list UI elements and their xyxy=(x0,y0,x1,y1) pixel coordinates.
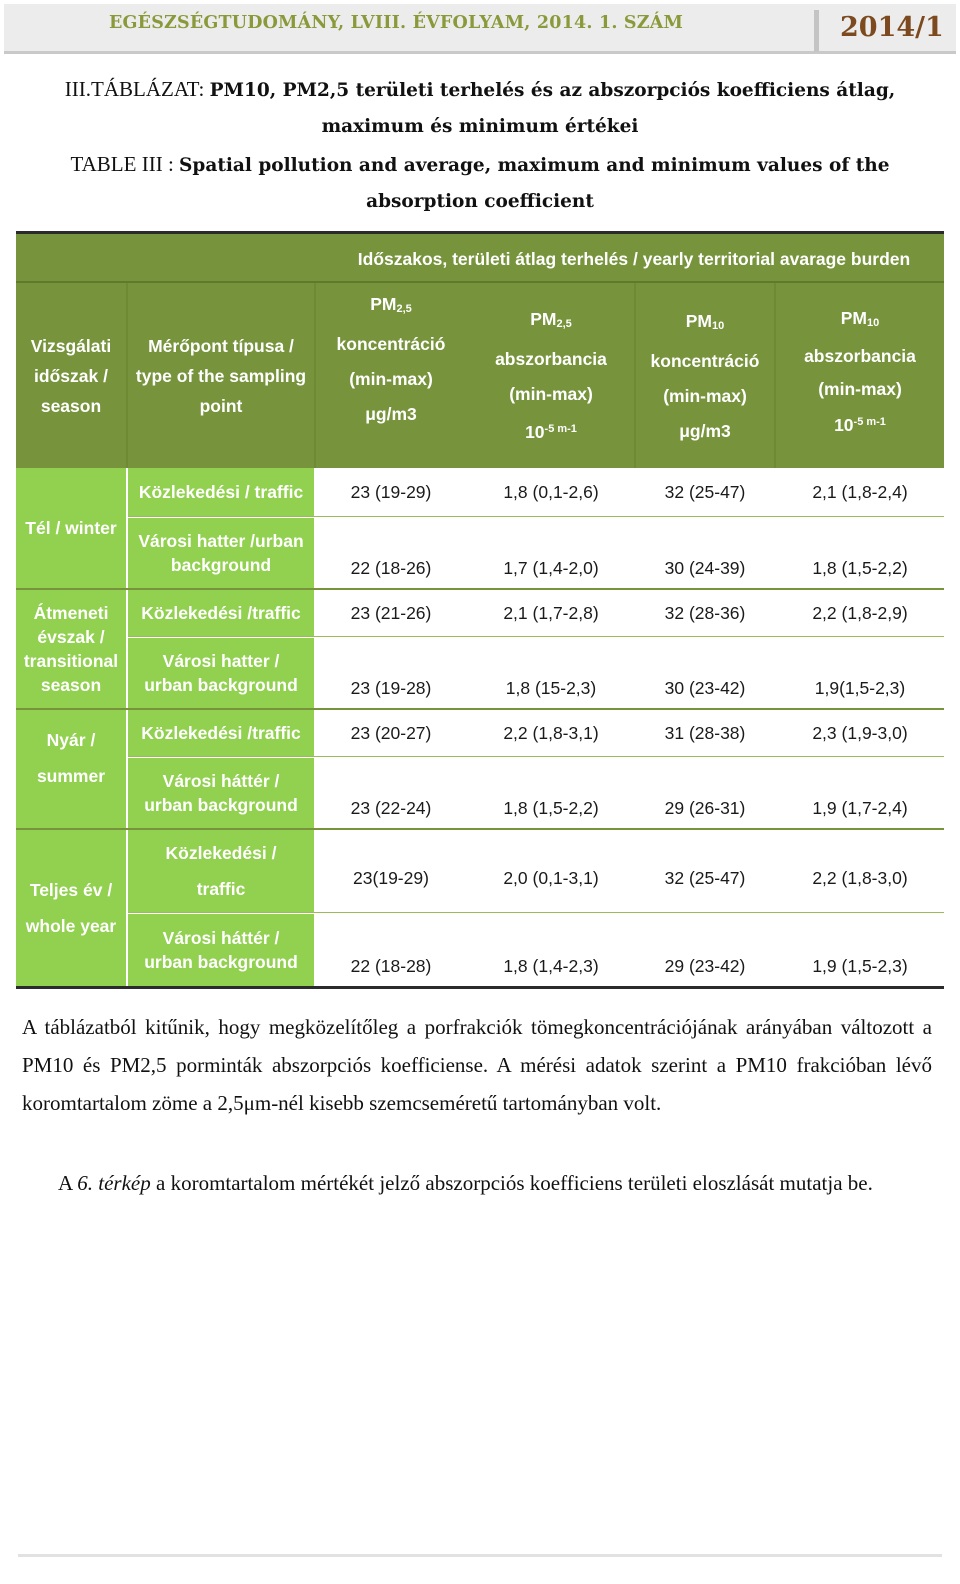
col-header-pm10-conc xyxy=(636,306,774,446)
footer-line xyxy=(18,1554,942,1557)
row-separator xyxy=(128,636,944,637)
row-separator xyxy=(128,756,944,757)
table-cell: 2,0 (0,1-3,1) xyxy=(468,830,634,912)
site-cell xyxy=(128,518,314,588)
p2-start: A xyxy=(58,1171,78,1195)
table-cell: 1,7 (1,4-2,0) xyxy=(468,518,634,588)
table-cell: 23 (22-24) xyxy=(316,758,466,828)
row-separator xyxy=(128,516,944,517)
table-cell: 23 (19-28) xyxy=(316,638,466,708)
pm10-conc-l1: koncentráció xyxy=(650,350,760,371)
table-cell: 23 (20-27) xyxy=(316,710,466,756)
pm25-abs-l2: (min-max) xyxy=(509,384,593,404)
site-label: Városi hatter / urban background xyxy=(144,651,298,695)
col-header-site-label: Mérőpont típusa / type of the sampling point xyxy=(135,336,307,416)
header-divider xyxy=(814,10,819,52)
pm25-abs-unit: 10 xyxy=(525,422,545,442)
pm25-conc-unit: μg/m3 xyxy=(365,403,417,424)
table-cell: 1,9 (1,7-2,4) xyxy=(776,758,944,828)
table-cell: 2,2 (1,8-2,9) xyxy=(776,590,944,636)
header-rule xyxy=(16,281,944,283)
journal-title: EGÉSZSÉGTUDOMÁNY, LVIII. ÉVFOLYAM, 2014. 1. SZÁM xyxy=(109,13,684,33)
table-caption-en xyxy=(20,147,940,219)
table-cell: 29 (23-42) xyxy=(636,914,774,986)
table-cell: 32 (28-36) xyxy=(636,590,774,636)
site-cell xyxy=(128,468,314,516)
pm10-abs-l2: (min-max) xyxy=(818,379,902,399)
col-header-pm10-abs xyxy=(776,308,944,435)
row-separator xyxy=(128,912,944,913)
site-cell xyxy=(128,914,314,986)
row-separator xyxy=(16,588,944,590)
site-label: Városi háttér / urban background xyxy=(144,928,298,972)
table-cell: 2,1 (1,7-2,8) xyxy=(468,590,634,636)
issue-number: 2014/1 xyxy=(840,12,944,43)
pm25-conc-l1: koncentráció xyxy=(336,333,446,354)
col-header-pm25-abs xyxy=(468,306,634,446)
caption-en-title: Spatial pollution and average, maximum and minimum values of the absorption coefficient xyxy=(179,155,890,212)
pm10-abs-unit-sup: -5 m-1 xyxy=(853,416,886,428)
header-separator xyxy=(314,281,316,468)
table-cell: 29 (26-31) xyxy=(636,758,774,828)
table-cell: 1,8 (1,4-2,3) xyxy=(468,914,634,986)
pm25-abs-unit-sup: -5 m-1 xyxy=(544,423,577,435)
table-cell: 23 (21-26) xyxy=(316,590,466,636)
p2-end: a koromtartalom mértékét jelző abszorpciós koefficiens területi eloszlását mutatja be. xyxy=(150,1171,873,1195)
site-label: Közlekedési /traffic xyxy=(141,603,301,623)
table-cell: 23(19-29) xyxy=(316,830,466,912)
table-cell: 23 (19-29) xyxy=(316,468,466,516)
table-cell: 1,8 (15-2,3) xyxy=(468,638,634,708)
header-separator xyxy=(634,281,636,468)
site-cell xyxy=(128,638,314,708)
season-cell xyxy=(16,468,126,588)
table-bottom-border xyxy=(16,986,944,989)
table-cell: 2,2 (1,8-3,0) xyxy=(776,830,944,912)
col-header-period-label: Vizsgálati időszak / season xyxy=(30,336,112,416)
site-label: Városi hatter /urban background xyxy=(138,531,304,575)
pm25-abs-sub: 2,5 xyxy=(556,318,572,330)
table-cell: 30 (23-42) xyxy=(636,638,774,708)
season-label: Átmeneti évszak / transitional season xyxy=(23,603,119,695)
caption-en-prefix: TABLE III : xyxy=(70,152,180,176)
row-separator xyxy=(16,828,944,830)
col-header-period xyxy=(16,321,126,431)
table-cell: 30 (24-39) xyxy=(636,518,774,588)
pm10-conc-sub: 10 xyxy=(712,319,725,332)
site-cell xyxy=(128,758,314,828)
pm10-abs-l1: abszorbancia xyxy=(804,346,916,366)
site-label: Közlekedési / traffic xyxy=(138,482,304,502)
table-cell: 2,1 (1,8-2,4) xyxy=(776,468,944,516)
page-header xyxy=(4,4,956,54)
pm10-conc-unit: μg/m3 xyxy=(679,420,731,441)
caption-hu-prefix: III.TÁBLÁZAT: xyxy=(64,77,210,101)
site-cell xyxy=(128,710,314,756)
data-table xyxy=(16,231,944,989)
table-cell: 2,2 (1,8-3,1) xyxy=(468,710,634,756)
table-cell: 22 (18-26) xyxy=(316,518,466,588)
site-cell xyxy=(128,590,314,636)
table-cell: 1,9 (1,5-2,3) xyxy=(776,914,944,986)
body-paragraph: A táblázatból kitűnik, hogy megközelítőleg a porfrakciók tömegkoncentrációjának arányában változott a PM10 és PM2,5 porminták abszorpciós koefficiense. A mérési adatok szerint a PM10 frakcióban lévő koromtartalom zöme a 2,5μm-nél kisebb szemcseméretű tartományban volt. xyxy=(22,1015,932,1115)
col-header-pm25-conc xyxy=(316,289,466,429)
pm25-conc-sub: 2,5 xyxy=(396,302,412,315)
map-reference: 6. térkép xyxy=(77,1171,151,1195)
pm10-abs-pm: PM xyxy=(840,308,867,328)
table-cell: 1,8 (1,5-2,2) xyxy=(776,518,944,588)
header-separator xyxy=(126,281,128,468)
pm25-abs-pm: PM xyxy=(530,309,557,329)
season-cell xyxy=(16,590,126,708)
pm25-abs-l1: abszorbancia xyxy=(495,349,607,369)
table-cell: 1,8 (0,1-2,6) xyxy=(468,468,634,516)
season-label: Tél / winter xyxy=(25,518,117,538)
site-label: Közlekedési /traffic xyxy=(141,723,301,743)
site-label: Városi háttér / urban background xyxy=(144,771,298,815)
caption-hu-title: PM10, PM2,5 területi terhelés és az abszorpciós koefficiens átlag, maximum és minimum értékei xyxy=(209,80,896,137)
col-header-site xyxy=(128,321,314,431)
table-cell: 1,9(1,5-2,3) xyxy=(776,638,944,708)
table-cell: 31 (28-38) xyxy=(636,710,774,756)
table-cell: 1,8 (1,5-2,2) xyxy=(468,758,634,828)
group-header-label: Időszakos, területi átlag terhelés / yearly territorial avarage burden xyxy=(357,249,911,269)
pm25-conc-pm: PM xyxy=(370,293,397,314)
season-cell xyxy=(16,830,126,986)
pm10-abs-sub: 10 xyxy=(867,317,880,329)
site-cell xyxy=(128,830,314,912)
body-paragraph xyxy=(22,1164,932,1202)
pm10-abs-unit: 10 xyxy=(834,415,854,435)
table-cell: 22 (18-28) xyxy=(316,914,466,986)
season-cell xyxy=(16,710,126,828)
group-header xyxy=(16,234,944,284)
row-separator xyxy=(16,708,944,710)
table-cell: 32 (25-47) xyxy=(636,468,774,516)
season-label: Nyár / summer xyxy=(36,730,106,786)
table-cell: 2,3 (1,9-3,0) xyxy=(776,710,944,756)
site-label: Közlekedési / traffic xyxy=(165,843,277,899)
season-label: Teljes év / whole year xyxy=(25,880,117,936)
pm10-conc-l2: (min-max) xyxy=(663,385,747,406)
table-cell: 32 (25-47) xyxy=(636,830,774,912)
pm25-conc-l2: (min-max) xyxy=(349,368,433,389)
table-caption-hu xyxy=(20,72,940,144)
header-separator xyxy=(774,281,776,468)
pm10-conc-pm: PM xyxy=(685,310,712,331)
